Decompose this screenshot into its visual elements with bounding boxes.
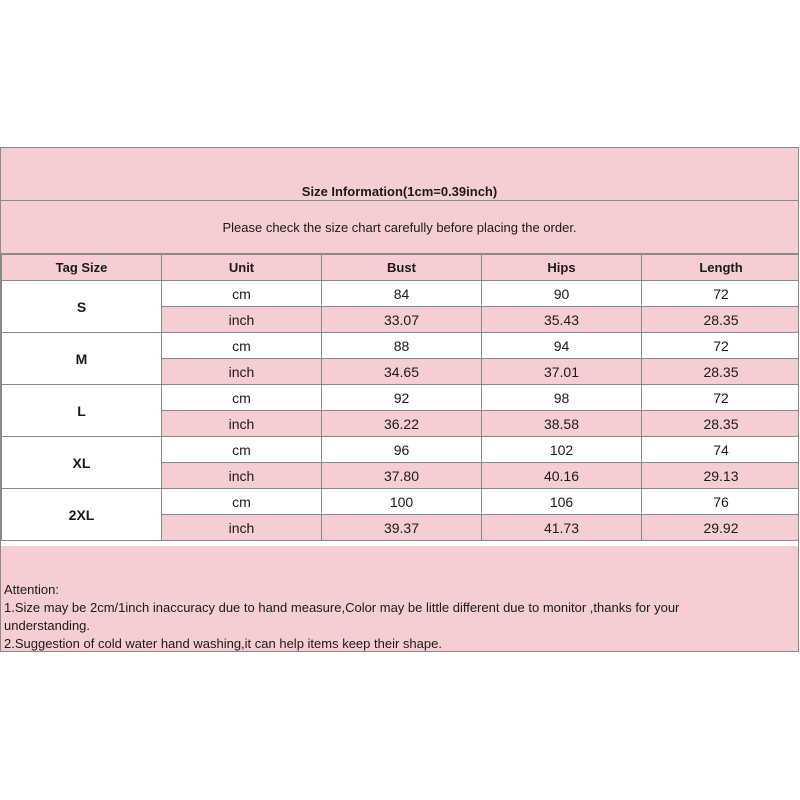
- tag-size-cell: 2XL: [2, 489, 162, 541]
- title-band: [1, 148, 798, 201]
- tag-size-cell: S: [2, 281, 162, 333]
- page-title: Size Information(1cm=0.39inch): [301, 184, 498, 199]
- size-chart-sheet: [0, 147, 799, 652]
- bust-cell: 37.80: [322, 463, 482, 489]
- column-header-bust: Bust: [322, 255, 482, 281]
- table-row: [2, 489, 800, 515]
- bust-cell: 100: [322, 489, 482, 515]
- size-table: [1, 254, 799, 541]
- hips-cell: 35.43: [482, 307, 642, 333]
- unit-cell: cm: [162, 437, 322, 463]
- bust-cell: 92: [322, 385, 482, 411]
- unit-cell: inch: [162, 359, 322, 385]
- unit-cell: inch: [162, 515, 322, 541]
- hips-cell: 41.73: [482, 515, 642, 541]
- hips-cell: 90: [482, 281, 642, 307]
- unit-cell: inch: [162, 411, 322, 437]
- attention-heading: Attention:: [4, 582, 59, 597]
- unit-cell: cm: [162, 489, 322, 515]
- hips-cell: 40.16: [482, 463, 642, 489]
- bust-cell: 34.65: [322, 359, 482, 385]
- tag-size-cell: XL: [2, 437, 162, 489]
- bust-cell: 33.07: [322, 307, 482, 333]
- hips-cell: 94: [482, 333, 642, 359]
- table-row: [2, 281, 800, 307]
- hips-cell: 98: [482, 385, 642, 411]
- column-header-unit: Unit: [162, 255, 322, 281]
- length-cell: 72: [642, 333, 800, 359]
- bust-cell: 96: [322, 437, 482, 463]
- unit-cell: cm: [162, 333, 322, 359]
- table-header-row: [2, 255, 800, 281]
- length-cell: 72: [642, 281, 800, 307]
- length-cell: 74: [642, 437, 800, 463]
- unit-cell: cm: [162, 281, 322, 307]
- length-cell: 29.13: [642, 463, 800, 489]
- length-cell: 28.35: [642, 411, 800, 437]
- hips-cell: 38.58: [482, 411, 642, 437]
- attention-band: [1, 546, 798, 652]
- hips-cell: 102: [482, 437, 642, 463]
- bust-cell: 84: [322, 281, 482, 307]
- hips-cell: 106: [482, 489, 642, 515]
- attention-note-2: 2.Suggestion of cold water hand washing,it can help items keep their shape.: [4, 636, 442, 651]
- length-cell: 72: [642, 385, 800, 411]
- bust-cell: 36.22: [322, 411, 482, 437]
- hips-cell: 37.01: [482, 359, 642, 385]
- length-cell: 28.35: [642, 307, 800, 333]
- table-row: [2, 385, 800, 411]
- table-row: [2, 437, 800, 463]
- table-row: [2, 333, 800, 359]
- bust-cell: 88: [322, 333, 482, 359]
- unit-cell: inch: [162, 463, 322, 489]
- length-cell: 76: [642, 489, 800, 515]
- notice-band: [1, 201, 798, 254]
- tag-size-cell: L: [2, 385, 162, 437]
- unit-cell: inch: [162, 307, 322, 333]
- length-cell: 29.92: [642, 515, 800, 541]
- unit-cell: cm: [162, 385, 322, 411]
- attention-note-1: 1.Size may be 2cm/1inch inaccuracy due to hand measure,Color may be little different due to monitor ,thanks for your understanding.: [4, 600, 680, 633]
- notice-text: Please check the size chart carefully before placing the order.: [222, 220, 577, 235]
- column-header-hips: Hips: [482, 255, 642, 281]
- column-header-length: Length: [642, 255, 800, 281]
- bust-cell: 39.37: [322, 515, 482, 541]
- tag-size-cell: M: [2, 333, 162, 385]
- column-header-tag-size: Tag Size: [2, 255, 162, 281]
- length-cell: 28.35: [642, 359, 800, 385]
- attention-notes: [4, 581, 758, 652]
